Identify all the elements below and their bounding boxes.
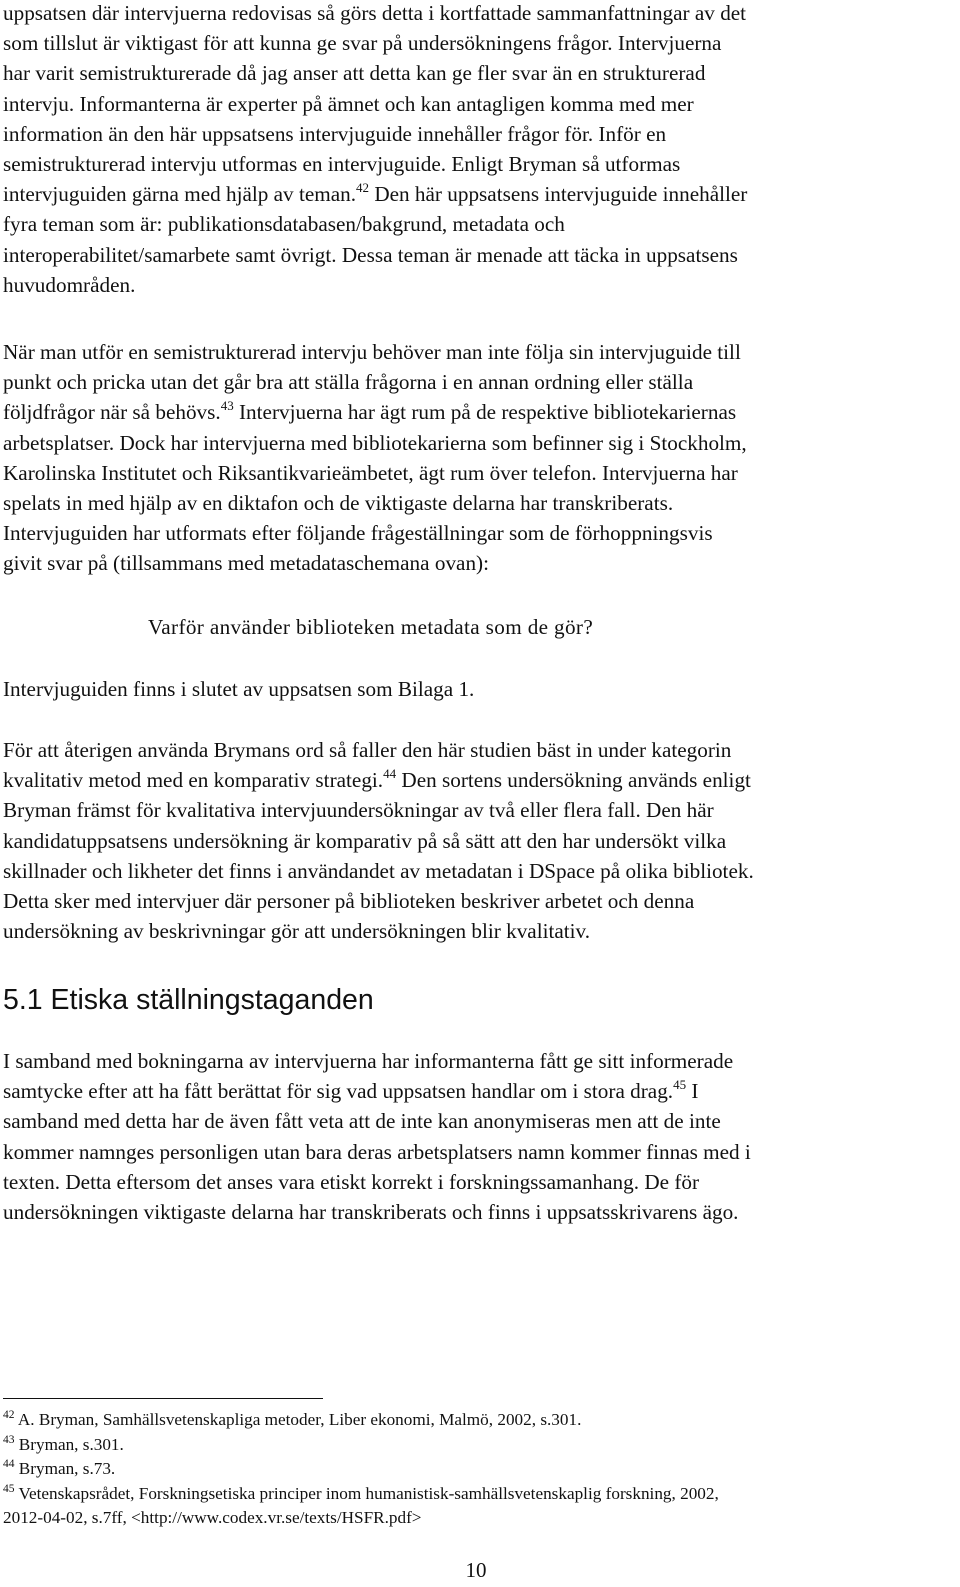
text-line: uppsatsen där intervjuerna redovisas så görs detta i kortfattade sammanfattningar av det [3,1,747,25]
text-line: fyra teman som är: publikationsdatabasen/bakgrund, metadata och [3,212,565,237]
text-fragment: Den sortens undersökning används enligt [396,768,751,793]
text-line: texten. Detta eftersom det anses vara etiskt korrekt i forskningssamanhang. De för [3,1169,700,1194]
paragraph-qualitative-method [3,735,955,946]
research-question: Varför använder biblioteken metadata som de gör? [148,615,594,639]
footnote-reference[interactable]: 44 [383,766,397,782]
footnote-item [3,1457,955,1482]
footnote-text: A. Bryman, Samhällsvetenskapliga metoder, Liber ekonomi, Malmö, 2002, s.301. [14,1410,582,1429]
text-line: punkt och pricka utan det går bra att ställa frågorna i en annan ordning eller ställa [3,370,694,395]
text-line: semistrukturerad intervju utformas en intervjuguide. Enligt Bryman så utformas [3,152,681,177]
footnote-number: 44 [3,1458,15,1470]
text-line: För att återigen använda Brymans ord så faller den här studien bäst in under kategorin [3,738,732,762]
paragraph-semistructured-interview [3,337,955,579]
footnote-item [3,1408,955,1433]
text-line: intervju. Informanterna är experter på ämnet och kan antagligen komma med mer [3,91,694,116]
paragraph-ethics [3,1046,955,1227]
text-line: Intervjuguiden finns i slutet av uppsatsen som Bilaga 1. [3,677,475,701]
footnote-number: 42 [3,1409,15,1421]
text-line: I samband med bokningarna av intervjuerna har informanterna fått ge sitt informerade [3,1049,734,1073]
text-line: givit svar på (tillsammans med metadataschemana ovan): [3,551,489,576]
text-fragment: Intervjuerna har ägt rum på de respektive bibliotekariernas [233,400,737,425]
footnote-reference[interactable]: 45 [673,1077,687,1093]
text-line: Intervjuguiden har utformats efter följande frågeställningar som de förhoppningsvis [3,521,713,546]
text-line: Bryman främst för kvalitativa intervjuundersökningar av två eller flera fall. Den här [3,798,714,823]
text-line: som tillslut är viktigast för att kunna ge svar på undersökningens frågor. Intervjuerna [3,31,722,56]
text-fragment: samtycke efter att ha fått berättat för sig vad uppsatsen handlar om i stora drag. [3,1079,674,1104]
text-line [3,1076,955,1106]
text-fragment: I [686,1079,699,1104]
footnote-text: Vetenskapsrådet, Forskningsetiska principer inom humanistisk-samhällsvetenskaplig forskning, 2002, [14,1483,719,1503]
text-line [3,765,955,795]
text-fragment: följdfrågor när så behövs. [3,400,221,425]
text-line: När man utför en semistrukturerad intervju behöver man inte följa sin intervjuguide till [3,340,741,364]
section-heading-ethics: 5.1 Etiska ställningstaganden [3,984,374,1016]
footnote-item [3,1482,955,1507]
text-fragment: Den här uppsatsens intervjuguide innehåller [369,182,748,207]
text-line: har varit semistrukturerade då jag anser att detta kan ge fler svar än en strukturerad [3,61,706,86]
text-line: undersökning av beskrivningar gör att undersökningen blir kvalitativ. [3,919,591,944]
footnote-number: 45 [3,1482,15,1495]
text-line: huvudområden. [3,272,136,297]
footnote-text: 2012-04-02, s.7ff, <http://www.codex.vr.se/texts/HSFR.pdf> [3,1508,422,1527]
text-fragment: kvalitativ metod med en komparativ strategi. [3,768,384,793]
footnote-reference[interactable]: 42 [356,180,370,196]
footnote-divider [3,1398,323,1399]
paragraph-appendix-reference [3,674,955,704]
footnote-text: Bryman, s.301. [14,1434,124,1454]
text-line: undersökningen viktigaste delarna har transkriberats och finns i uppsatsskrivarens ägo. [3,1200,739,1225]
footnote-number: 43 [3,1433,15,1446]
page-number: 10 [465,1558,487,1582]
footnote-reference[interactable]: 43 [220,398,234,414]
text-line: interoperabilitet/samarbete samt övrigt. Dessa teman är menade att täcka in uppsatsens [3,242,738,267]
text-line: information än den här uppsatsens intervjuguide innehåller frågor för. Inför en [3,121,667,146]
text-line: kommer namnges personligen utan bara deras arbetsplatsers namn kommer finnas med i [3,1139,751,1164]
text-line: samband med detta har de även fått veta att de inte kan anonymiseras men att de inte [3,1109,721,1134]
text-line: Karolinska Institutet och Riksantikvarieämbetet, ägt rum över telefon. Intervjuerna har [3,460,738,485]
footnote-item [3,1433,955,1458]
text-fragment: intervjuguiden gärna med hjälp av teman. [3,182,357,207]
footnotes [3,1408,955,1531]
footnote-text: Bryman, s.73. [14,1459,116,1478]
text-line: arbetsplatser. Dock har intervjuerna med bibliotekarierna som befinner sig i Stockholm, [3,430,747,455]
text-line: Detta sker med intervjuer där personer på biblioteken beskriver arbetet och denna [3,889,695,914]
paragraph-methods-intro [3,0,955,300]
text-line: kandidatuppsatsens undersökning är komparativ på så sätt att den har undersökt vilka [3,828,727,853]
footnote-item [3,1506,955,1531]
text-line: skillnader och likheter det finns i användandet av metadatan i DSpace på olika bibliotek. [3,858,754,883]
text-line [3,397,955,427]
text-line: spelats in med hjälp av en diktafon och de viktigaste delarna har transkriberats. [3,491,674,516]
text-line [3,179,955,209]
